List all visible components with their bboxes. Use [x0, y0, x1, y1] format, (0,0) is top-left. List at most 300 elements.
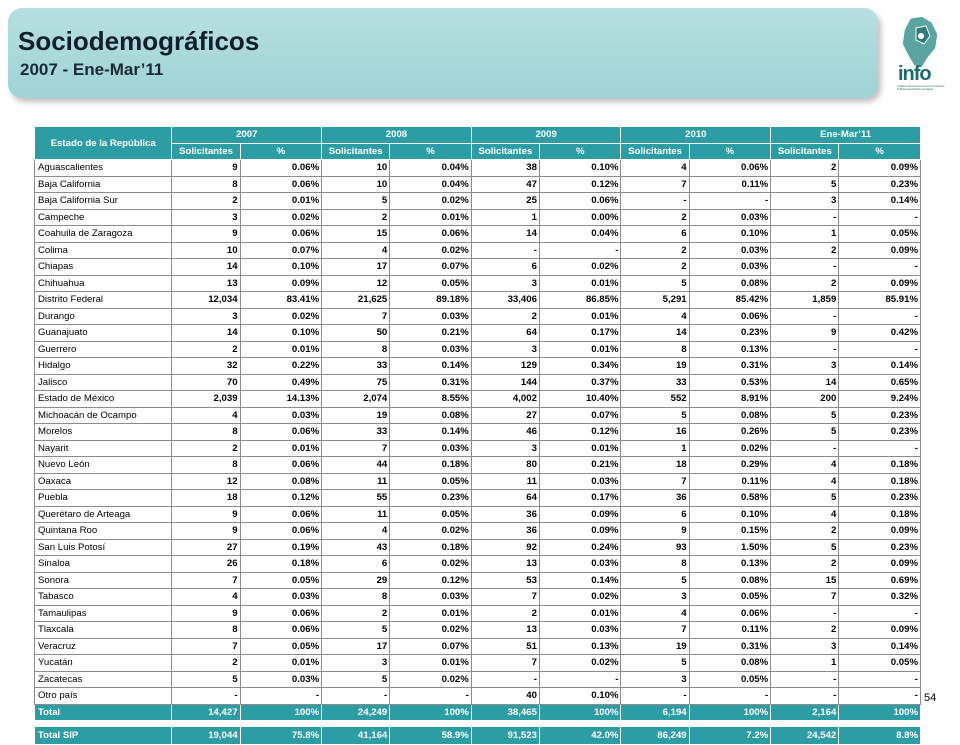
solicitantes-cell: 3: [771, 193, 839, 210]
percent-cell: 0.21%: [539, 457, 621, 474]
solicitantes-cell: 33: [621, 374, 689, 391]
percent-cell: 0.31%: [689, 638, 771, 655]
percent-cell: -: [839, 209, 921, 226]
percent-cell: 100%: [539, 704, 621, 721]
table-row: [35, 605, 921, 622]
percent-cell: 0.06%: [240, 506, 322, 523]
solicitantes-cell: 2: [322, 605, 390, 622]
solicitantes-cell: 8: [322, 589, 390, 606]
solicitantes-cell: 4: [172, 407, 240, 424]
solicitantes-cell: 2: [471, 605, 539, 622]
percent-cell: -: [839, 341, 921, 358]
table-row: [35, 374, 921, 391]
solicitantes-subheader: Solicitantes: [621, 143, 689, 160]
percent-cell: 0.01%: [539, 605, 621, 622]
percent-cell: 0.10%: [240, 325, 322, 342]
solicitantes-cell: -: [771, 605, 839, 622]
solicitantes-cell: 51: [471, 638, 539, 655]
percent-cell: 0.07%: [390, 638, 472, 655]
percent-cell: 0.04%: [390, 160, 472, 177]
solicitantes-cell: 1: [471, 209, 539, 226]
solicitantes-cell: 40: [471, 688, 539, 705]
table-row: [35, 523, 921, 540]
percent-cell: 0.14%: [539, 572, 621, 589]
table-row: [35, 275, 921, 292]
solicitantes-cell: 38: [471, 160, 539, 177]
table-row: [35, 539, 921, 556]
table-row: [35, 671, 921, 688]
percent-cell: -: [839, 259, 921, 276]
percent-cell: 0.02%: [390, 556, 472, 573]
percent-cell: 0.14%: [390, 358, 472, 375]
table-row: [35, 638, 921, 655]
state-name-cell: Tlaxcala: [35, 622, 172, 639]
solicitantes-cell: 12: [172, 473, 240, 490]
solicitantes-cell: 64: [471, 325, 539, 342]
table-row: [35, 259, 921, 276]
table-row: [35, 440, 921, 457]
percent-cell: 0.06%: [240, 622, 322, 639]
solicitantes-cell: 9: [172, 160, 240, 177]
percent-cell: 0.06%: [240, 176, 322, 193]
percent-subheader: %: [689, 143, 771, 160]
percent-cell: 0.23%: [689, 325, 771, 342]
percent-cell: 0.11%: [689, 473, 771, 490]
solicitantes-cell: 13: [471, 622, 539, 639]
solicitantes-cell: 9: [172, 523, 240, 540]
percent-cell: 0.03%: [240, 407, 322, 424]
percent-cell: 0.06%: [689, 160, 771, 177]
solicitantes-cell: 14,427: [172, 704, 240, 721]
percent-cell: 0.21%: [390, 325, 472, 342]
solicitantes-cell: 2,074: [322, 391, 390, 408]
table-row: [35, 391, 921, 408]
percent-cell: 0.23%: [839, 424, 921, 441]
percent-cell: 0.04%: [539, 226, 621, 243]
solicitantes-cell: 13: [172, 275, 240, 292]
solicitantes-cell: -: [621, 688, 689, 705]
state-name-cell: Sinaloa: [35, 556, 172, 573]
solicitantes-cell: 2: [771, 523, 839, 540]
solicitantes-cell: 4: [771, 457, 839, 474]
solicitantes-cell: 7: [172, 572, 240, 589]
percent-cell: 0.14%: [390, 424, 472, 441]
solicitantes-cell: 17: [322, 259, 390, 276]
solicitantes-cell: 4: [771, 506, 839, 523]
solicitantes-cell: 2: [172, 193, 240, 210]
percent-cell: 1.50%: [689, 539, 771, 556]
solicitantes-cell: 17: [322, 638, 390, 655]
solicitantes-cell: -: [771, 440, 839, 457]
percent-cell: 0.02%: [240, 308, 322, 325]
table-row: [35, 341, 921, 358]
percent-cell: 0.06%: [539, 193, 621, 210]
solicitantes-cell: 4: [172, 589, 240, 606]
percent-cell: 0.13%: [689, 341, 771, 358]
solicitantes-cell: 4,002: [471, 391, 539, 408]
percent-cell: 0.69%: [839, 572, 921, 589]
solicitantes-cell: 26: [172, 556, 240, 573]
solicitantes-cell: 8: [172, 457, 240, 474]
solicitantes-cell: 16: [621, 424, 689, 441]
solicitantes-cell: 92: [471, 539, 539, 556]
solicitantes-cell: 7: [322, 440, 390, 457]
state-name-cell: Estado de México: [35, 391, 172, 408]
table-row: [35, 176, 921, 193]
percent-cell: 0.02%: [390, 523, 472, 540]
solicitantes-cell: 14: [621, 325, 689, 342]
percent-cell: 8.91%: [689, 391, 771, 408]
percent-cell: 0.22%: [240, 358, 322, 375]
solicitantes-cell: -: [771, 259, 839, 276]
solicitantes-cell: 2: [771, 275, 839, 292]
solicitantes-cell: 11: [322, 473, 390, 490]
percent-cell: 0.58%: [689, 490, 771, 507]
percent-cell: 0.31%: [689, 358, 771, 375]
solicitantes-cell: 3: [621, 671, 689, 688]
solicitantes-cell: 1: [621, 440, 689, 457]
solicitantes-cell: -: [771, 341, 839, 358]
percent-cell: 0.07%: [390, 259, 472, 276]
percent-cell: 10.40%: [539, 391, 621, 408]
percent-cell: -: [539, 671, 621, 688]
percent-cell: 9.24%: [839, 391, 921, 408]
solicitantes-cell: 9: [771, 325, 839, 342]
solicitantes-cell: 8: [621, 556, 689, 573]
percent-cell: 0.02%: [390, 622, 472, 639]
percent-cell: 0.05%: [390, 275, 472, 292]
solicitantes-cell: 2: [172, 655, 240, 672]
percent-cell: 0.18%: [839, 457, 921, 474]
solicitantes-cell: 7: [621, 473, 689, 490]
percent-cell: 0.26%: [689, 424, 771, 441]
state-name-cell: Jalisco: [35, 374, 172, 391]
percent-cell: 0.14%: [839, 193, 921, 210]
percent-cell: 0.06%: [240, 424, 322, 441]
percent-cell: 0.05%: [839, 655, 921, 672]
solicitantes-cell: 33: [322, 424, 390, 441]
state-name-cell: Baja California Sur: [35, 193, 172, 210]
solicitantes-cell: 2: [322, 209, 390, 226]
solicitantes-cell: 43: [322, 539, 390, 556]
percent-cell: 0.13%: [539, 638, 621, 655]
solicitantes-cell: 91,523: [471, 727, 539, 745]
percent-cell: 0.08%: [689, 572, 771, 589]
solicitantes-cell: 9: [621, 523, 689, 540]
table-row: [35, 473, 921, 490]
solicitantes-cell: 53: [471, 572, 539, 589]
solicitantes-cell: 24,542: [771, 727, 839, 745]
solicitantes-cell: -: [771, 688, 839, 705]
percent-cell: -: [839, 605, 921, 622]
percent-cell: 0.08%: [689, 275, 771, 292]
percent-cell: 0.23%: [839, 407, 921, 424]
solicitantes-cell: 4: [322, 242, 390, 259]
percent-cell: 0.02%: [390, 242, 472, 259]
percent-cell: 89.18%: [390, 292, 472, 309]
solicitantes-cell: 93: [621, 539, 689, 556]
percent-cell: -: [390, 688, 472, 705]
solicitantes-cell: 2: [771, 556, 839, 573]
solicitantes-cell: 8: [172, 176, 240, 193]
solicitantes-cell: 552: [621, 391, 689, 408]
state-name-cell: Total: [35, 704, 172, 721]
solicitantes-cell: 33: [322, 358, 390, 375]
solicitantes-cell: 86,249: [621, 727, 689, 745]
year-header-2010: 2010: [621, 127, 771, 144]
state-name-cell: Hidalgo: [35, 358, 172, 375]
percent-cell: 0.06%: [240, 457, 322, 474]
table-row: [35, 292, 921, 309]
solicitantes-subheader: Solicitantes: [771, 143, 839, 160]
total-sip-row: [35, 727, 921, 745]
percent-cell: 0.11%: [689, 176, 771, 193]
percent-cell: 0.49%: [240, 374, 322, 391]
solicitantes-cell: 38,465: [471, 704, 539, 721]
solicitantes-cell: 5: [322, 193, 390, 210]
solicitantes-cell: 19: [322, 407, 390, 424]
state-name-cell: Coahuila de Zaragoza: [35, 226, 172, 243]
solicitantes-cell: 3: [322, 655, 390, 672]
percent-cell: 0.06%: [240, 523, 322, 540]
solicitantes-cell: 5: [771, 424, 839, 441]
percent-cell: 0.01%: [539, 341, 621, 358]
state-name-cell: Quintana Roo: [35, 523, 172, 540]
state-name-cell: Morelos: [35, 424, 172, 441]
solicitantes-cell: 36: [621, 490, 689, 507]
percent-cell: 0.10%: [539, 688, 621, 705]
state-name-cell: Durango: [35, 308, 172, 325]
solicitantes-cell: 55: [322, 490, 390, 507]
percent-cell: 0.34%: [539, 358, 621, 375]
solicitantes-cell: 29: [322, 572, 390, 589]
solicitantes-cell: 4: [322, 523, 390, 540]
percent-cell: 0.10%: [240, 259, 322, 276]
percent-cell: 0.02%: [539, 259, 621, 276]
percent-cell: 0.08%: [689, 407, 771, 424]
state-name-cell: Veracruz: [35, 638, 172, 655]
solicitantes-cell: 9: [172, 605, 240, 622]
solicitantes-cell: 2,039: [172, 391, 240, 408]
percent-cell: 0.06%: [689, 308, 771, 325]
solicitantes-cell: 12,034: [172, 292, 240, 309]
year-header-2011: Ene-Mar’11: [771, 127, 921, 144]
percent-cell: 0.05%: [689, 671, 771, 688]
solicitantes-cell: -: [172, 688, 240, 705]
percent-cell: 0.05%: [689, 589, 771, 606]
percent-cell: 0.23%: [839, 539, 921, 556]
solicitantes-cell: 5: [771, 407, 839, 424]
percent-cell: 14.13%: [240, 391, 322, 408]
solicitantes-cell: 10: [322, 176, 390, 193]
percent-cell: 0.19%: [240, 539, 322, 556]
solicitantes-cell: 47: [471, 176, 539, 193]
percent-cell: 0.03%: [539, 473, 621, 490]
percent-subheader: %: [839, 143, 921, 160]
table-row: [35, 160, 921, 177]
percent-cell: 0.13%: [689, 556, 771, 573]
solicitantes-cell: 15: [771, 572, 839, 589]
solicitantes-cell: 7: [471, 655, 539, 672]
table-row: [35, 242, 921, 259]
percent-cell: 0.02%: [390, 671, 472, 688]
percent-cell: 0.42%: [839, 325, 921, 342]
table-row: [35, 424, 921, 441]
solicitantes-cell: 5: [621, 407, 689, 424]
percent-cell: 0.09%: [839, 275, 921, 292]
solicitantes-cell: 4: [771, 473, 839, 490]
percent-cell: 0.06%: [390, 226, 472, 243]
table-body: [35, 160, 921, 745]
solicitantes-cell: 10: [322, 160, 390, 177]
solicitantes-cell: 5: [621, 275, 689, 292]
solicitantes-cell: 2: [471, 308, 539, 325]
solicitantes-cell: 3: [771, 638, 839, 655]
percent-cell: -: [240, 688, 322, 705]
solicitantes-cell: 7: [621, 176, 689, 193]
percent-cell: 8.8%: [839, 727, 921, 745]
solicitantes-cell: 2: [621, 209, 689, 226]
table-row: [35, 226, 921, 243]
solicitantes-cell: -: [471, 671, 539, 688]
table-row: [35, 506, 921, 523]
percent-cell: 8.55%: [390, 391, 472, 408]
percent-cell: 0.03%: [390, 308, 472, 325]
solicitantes-cell: 6: [621, 226, 689, 243]
percent-cell: 0.02%: [539, 655, 621, 672]
solicitantes-cell: 6,194: [621, 704, 689, 721]
solicitantes-cell: 8: [172, 424, 240, 441]
solicitantes-cell: 9: [172, 506, 240, 523]
solicitantes-cell: 27: [172, 539, 240, 556]
percent-cell: 0.09%: [839, 622, 921, 639]
solicitantes-cell: 5: [322, 622, 390, 639]
table-row: [35, 556, 921, 573]
solicitantes-cell: 24,249: [322, 704, 390, 721]
solicitantes-cell: 3: [621, 589, 689, 606]
solicitantes-cell: 1: [771, 226, 839, 243]
percent-cell: 0.08%: [390, 407, 472, 424]
percent-cell: 0.17%: [539, 325, 621, 342]
table-row: [35, 589, 921, 606]
percent-cell: 0.07%: [539, 407, 621, 424]
solicitantes-cell: 6: [322, 556, 390, 573]
solicitantes-cell: 7: [621, 622, 689, 639]
logo-text: info: [898, 63, 931, 85]
percent-cell: 7.2%: [689, 727, 771, 745]
table-row: [35, 622, 921, 639]
solicitantes-cell: 19,044: [172, 727, 240, 745]
solicitantes-cell: 44: [322, 457, 390, 474]
solicitantes-cell: 5,291: [621, 292, 689, 309]
percent-cell: 58.9%: [390, 727, 472, 745]
percent-cell: 0.03%: [390, 341, 472, 358]
percent-cell: 0.06%: [240, 605, 322, 622]
percent-cell: 0.14%: [839, 638, 921, 655]
percent-cell: 0.37%: [539, 374, 621, 391]
solicitantes-cell: 7: [172, 638, 240, 655]
solicitantes-cell: 2: [771, 242, 839, 259]
solicitantes-cell: 8: [172, 622, 240, 639]
solicitantes-cell: 75: [322, 374, 390, 391]
percent-cell: -: [839, 688, 921, 705]
solicitantes-cell: 5: [621, 655, 689, 672]
percent-cell: 0.02%: [539, 589, 621, 606]
table-row: [35, 308, 921, 325]
state-name-cell: Nayarit: [35, 440, 172, 457]
solicitantes-cell: 5: [771, 490, 839, 507]
solicitantes-cell: 4: [621, 605, 689, 622]
percent-cell: 42.0%: [539, 727, 621, 745]
percent-cell: -: [689, 193, 771, 210]
solicitantes-cell: 7: [471, 589, 539, 606]
solicitantes-cell: 14: [471, 226, 539, 243]
percent-cell: 0.18%: [390, 457, 472, 474]
percent-cell: 0.09%: [839, 523, 921, 540]
state-name-cell: Baja California: [35, 176, 172, 193]
percent-cell: 0.02%: [390, 193, 472, 210]
page-number: 54: [924, 692, 937, 704]
solicitantes-cell: 32: [172, 358, 240, 375]
state-name-cell: Puebla: [35, 490, 172, 507]
percent-cell: -: [839, 440, 921, 457]
solicitantes-cell: 5: [771, 176, 839, 193]
table-row: [35, 457, 921, 474]
solicitantes-cell: -: [771, 308, 839, 325]
solicitantes-cell: 18: [621, 457, 689, 474]
state-name-cell: Guerrero: [35, 341, 172, 358]
solicitantes-cell: 11: [322, 506, 390, 523]
state-name-cell: Tamaulipas: [35, 605, 172, 622]
solicitantes-cell: 1: [771, 655, 839, 672]
percent-cell: -: [839, 671, 921, 688]
solicitantes-cell: 1,859: [771, 292, 839, 309]
solicitantes-cell: 8: [322, 341, 390, 358]
solicitantes-cell: 4: [621, 160, 689, 177]
percent-cell: 75.8%: [240, 727, 322, 745]
solicitantes-cell: 7: [322, 308, 390, 325]
percent-cell: 0.04%: [390, 176, 472, 193]
solicitantes-cell: 19: [621, 358, 689, 375]
solicitantes-cell: 5: [172, 671, 240, 688]
solicitantes-cell: 200: [771, 391, 839, 408]
percent-cell: 0.17%: [539, 490, 621, 507]
percent-cell: 85.42%: [689, 292, 771, 309]
solicitantes-cell: 10: [172, 242, 240, 259]
percent-cell: 0.12%: [539, 176, 621, 193]
solicitantes-cell: 2: [771, 622, 839, 639]
solicitantes-cell: 27: [471, 407, 539, 424]
solicitantes-cell: 14: [172, 325, 240, 342]
state-name-cell: Yucatán: [35, 655, 172, 672]
solicitantes-cell: 2: [771, 160, 839, 177]
percent-cell: 0.09%: [539, 506, 621, 523]
percent-cell: 0.05%: [390, 473, 472, 490]
table-row: [35, 490, 921, 507]
percent-cell: 83.41%: [240, 292, 322, 309]
percent-cell: 0.06%: [240, 226, 322, 243]
page-title: Sociodemográficos: [18, 26, 260, 56]
state-name-cell: Colima: [35, 242, 172, 259]
solicitantes-cell: -: [771, 209, 839, 226]
table-row: [35, 688, 921, 705]
state-name-cell: Querétaro de Arteaga: [35, 506, 172, 523]
solicitantes-cell: 18: [172, 490, 240, 507]
percent-cell: 100%: [240, 704, 322, 721]
state-name-cell: Otro país: [35, 688, 172, 705]
percent-cell: 0.08%: [240, 473, 322, 490]
solicitantes-subheader: Solicitantes: [471, 143, 539, 160]
